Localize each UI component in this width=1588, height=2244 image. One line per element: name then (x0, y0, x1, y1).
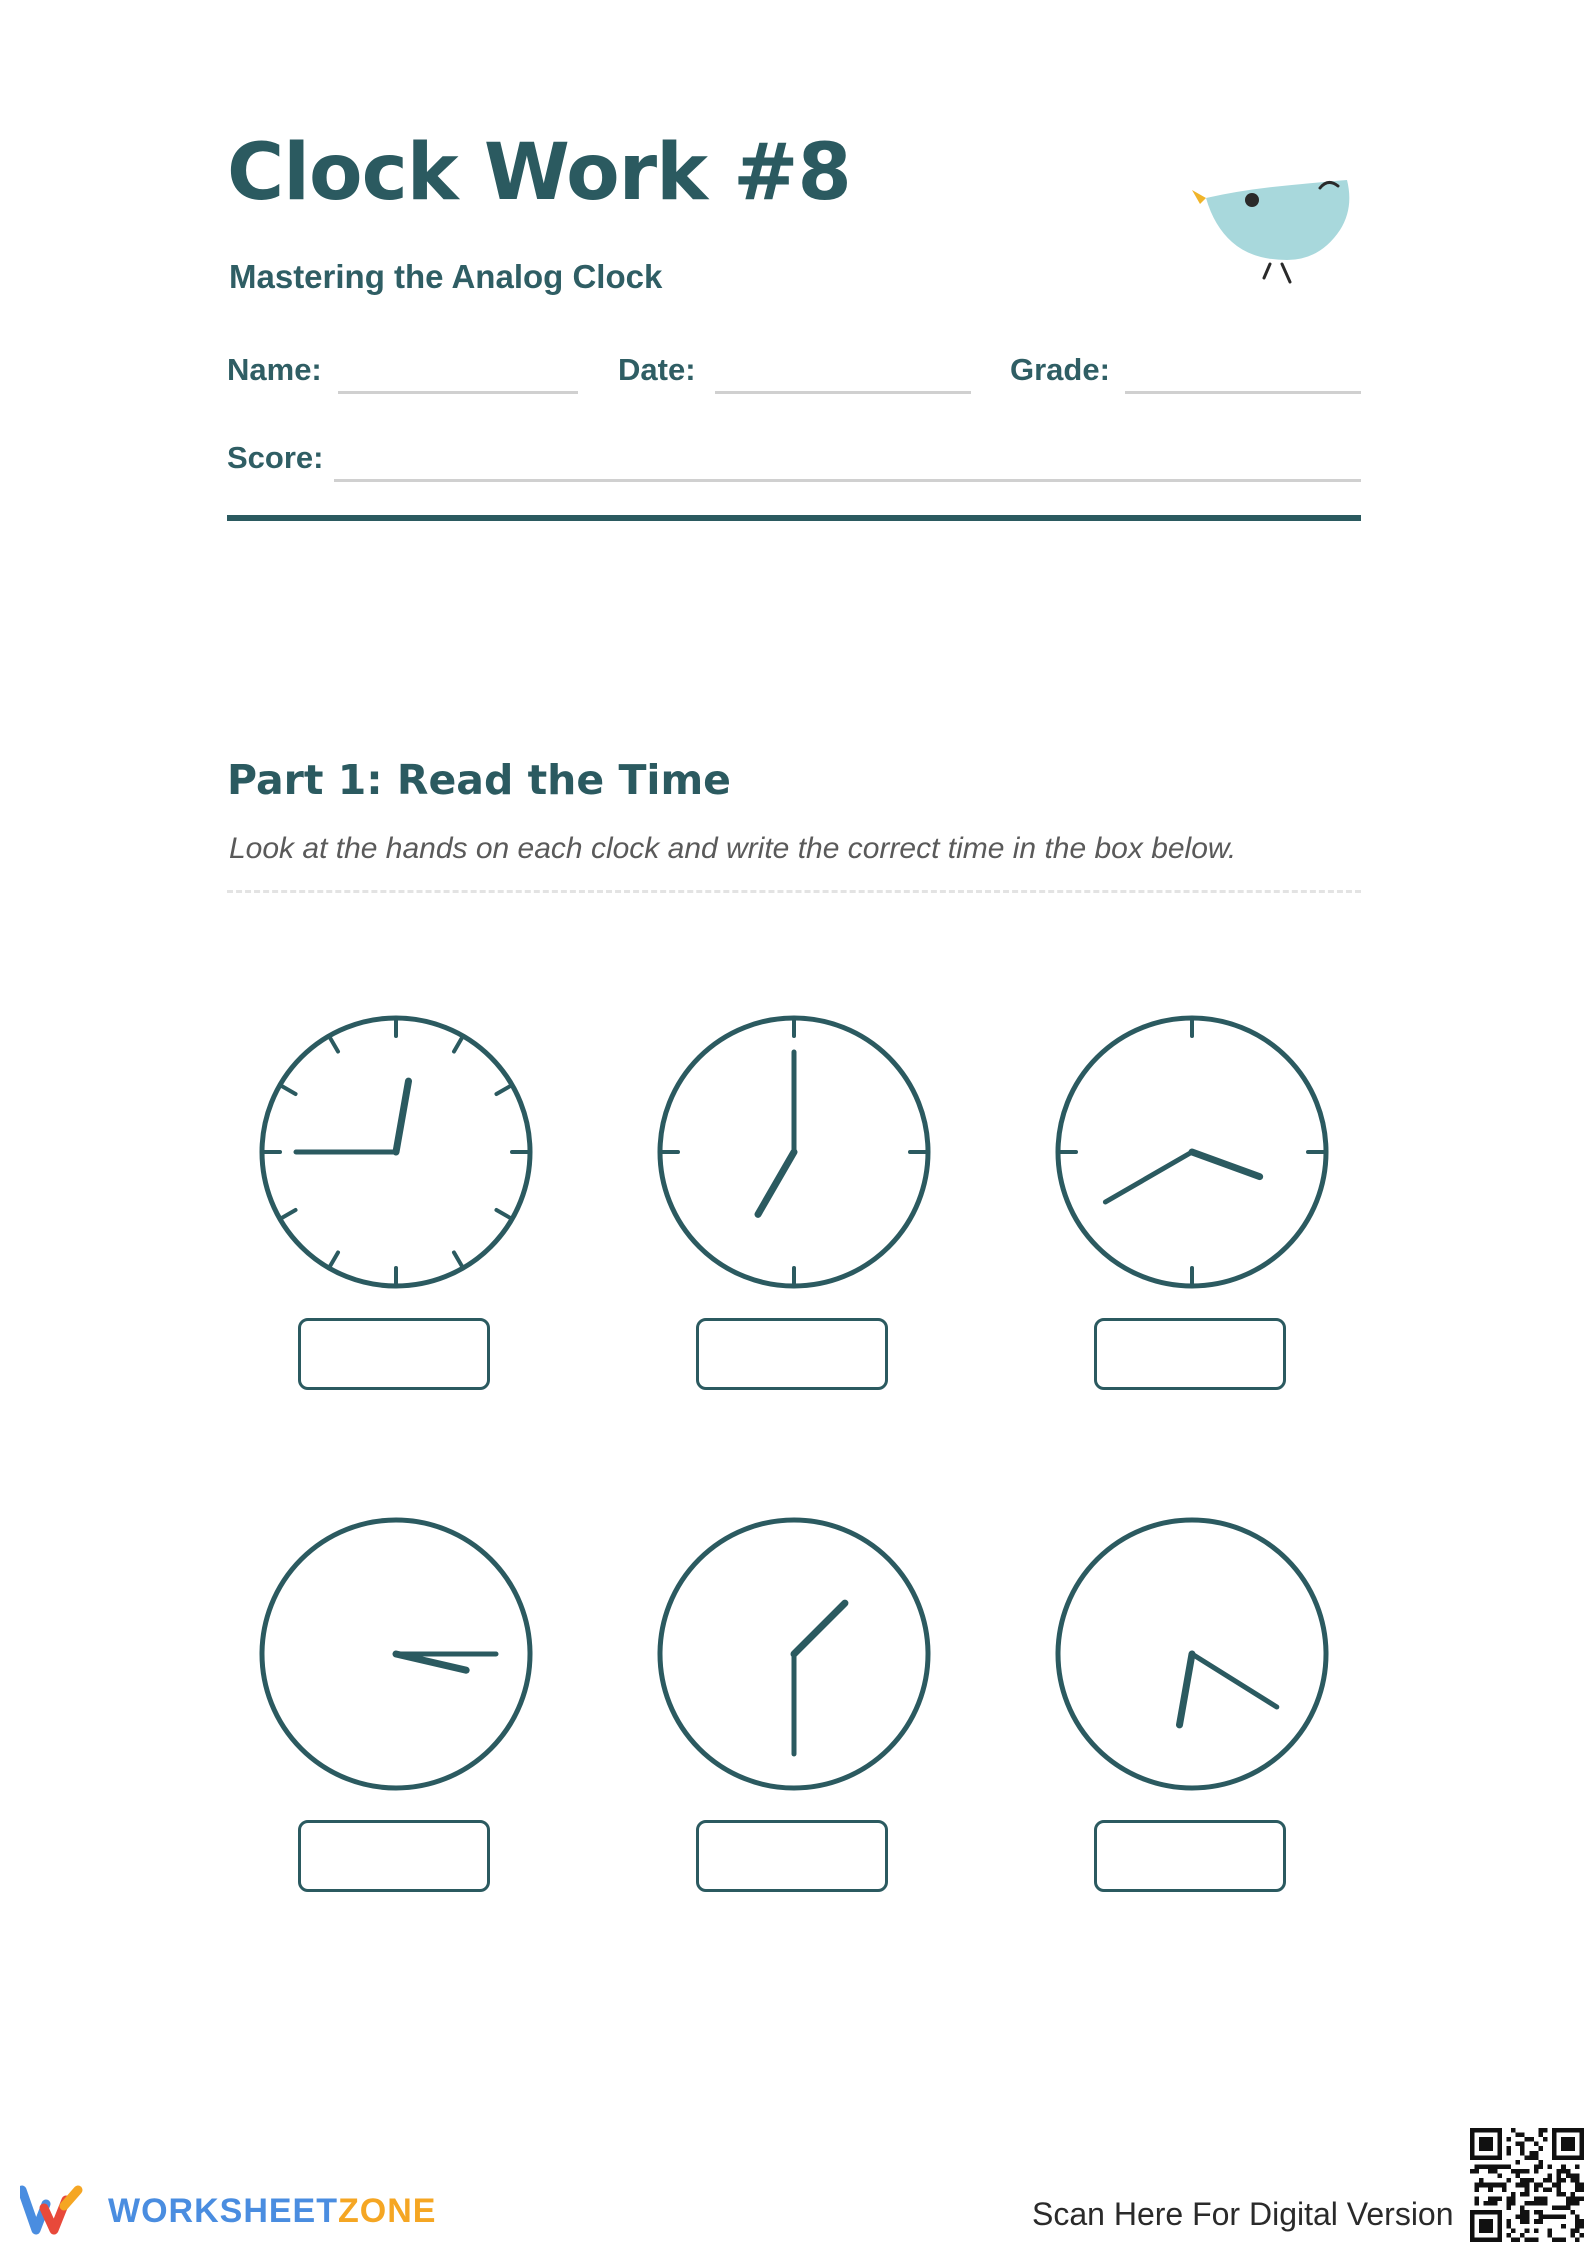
hour-hand (794, 1603, 845, 1654)
answer-box-6[interactable] (1094, 1820, 1286, 1892)
date-label: Date: (618, 352, 696, 387)
clock-tick (454, 1036, 463, 1052)
clock-4 (262, 1520, 530, 1788)
answer-box-5[interactable] (696, 1820, 888, 1892)
clock-6 (1058, 1520, 1326, 1788)
clock-tick (496, 1210, 512, 1219)
clock-tick (454, 1252, 463, 1268)
answer-box-2[interactable] (696, 1318, 888, 1390)
worksheetzone-logo-icon (20, 2184, 92, 2236)
clock-tick (496, 1085, 512, 1094)
clock-5 (660, 1520, 928, 1788)
minute-hand (1192, 1654, 1277, 1707)
clock-3 (1058, 1018, 1326, 1286)
name-label: Name: (227, 352, 322, 387)
score-label: Score: (227, 440, 324, 475)
hour-hand (1179, 1654, 1192, 1725)
clock-2 (660, 1018, 928, 1286)
clock-tick (280, 1210, 296, 1219)
hour-hand (1192, 1152, 1260, 1177)
minute-hand (1105, 1152, 1192, 1202)
qr-code-icon[interactable] (1470, 2128, 1584, 2242)
part-instructions: Look at the hands on each clock and write the correct time in the box below. (229, 832, 1237, 865)
clock-tick (280, 1085, 296, 1094)
brand-name (108, 2192, 436, 2231)
worksheet-subtitle: Mastering the Analog Clock (229, 258, 663, 295)
scan-text: Scan Here For Digital Version (1032, 2196, 1454, 2232)
part-title: Part 1: Read the Time (227, 756, 731, 804)
answer-box-3[interactable] (1094, 1318, 1286, 1390)
hour-hand (396, 1081, 409, 1152)
brand-part-2: ZONE (338, 2192, 437, 2230)
answer-box-1[interactable] (298, 1318, 490, 1390)
worksheet-title: Clock Work #8 (227, 128, 851, 218)
grade-label: Grade: (1010, 352, 1110, 387)
brand-part-1: WORKSHEET (108, 2192, 338, 2230)
answer-box-4[interactable] (298, 1820, 490, 1892)
hour-hand (758, 1152, 794, 1214)
clock-tick (329, 1252, 338, 1268)
clock-tick (329, 1036, 338, 1052)
clock-1 (262, 1018, 530, 1286)
